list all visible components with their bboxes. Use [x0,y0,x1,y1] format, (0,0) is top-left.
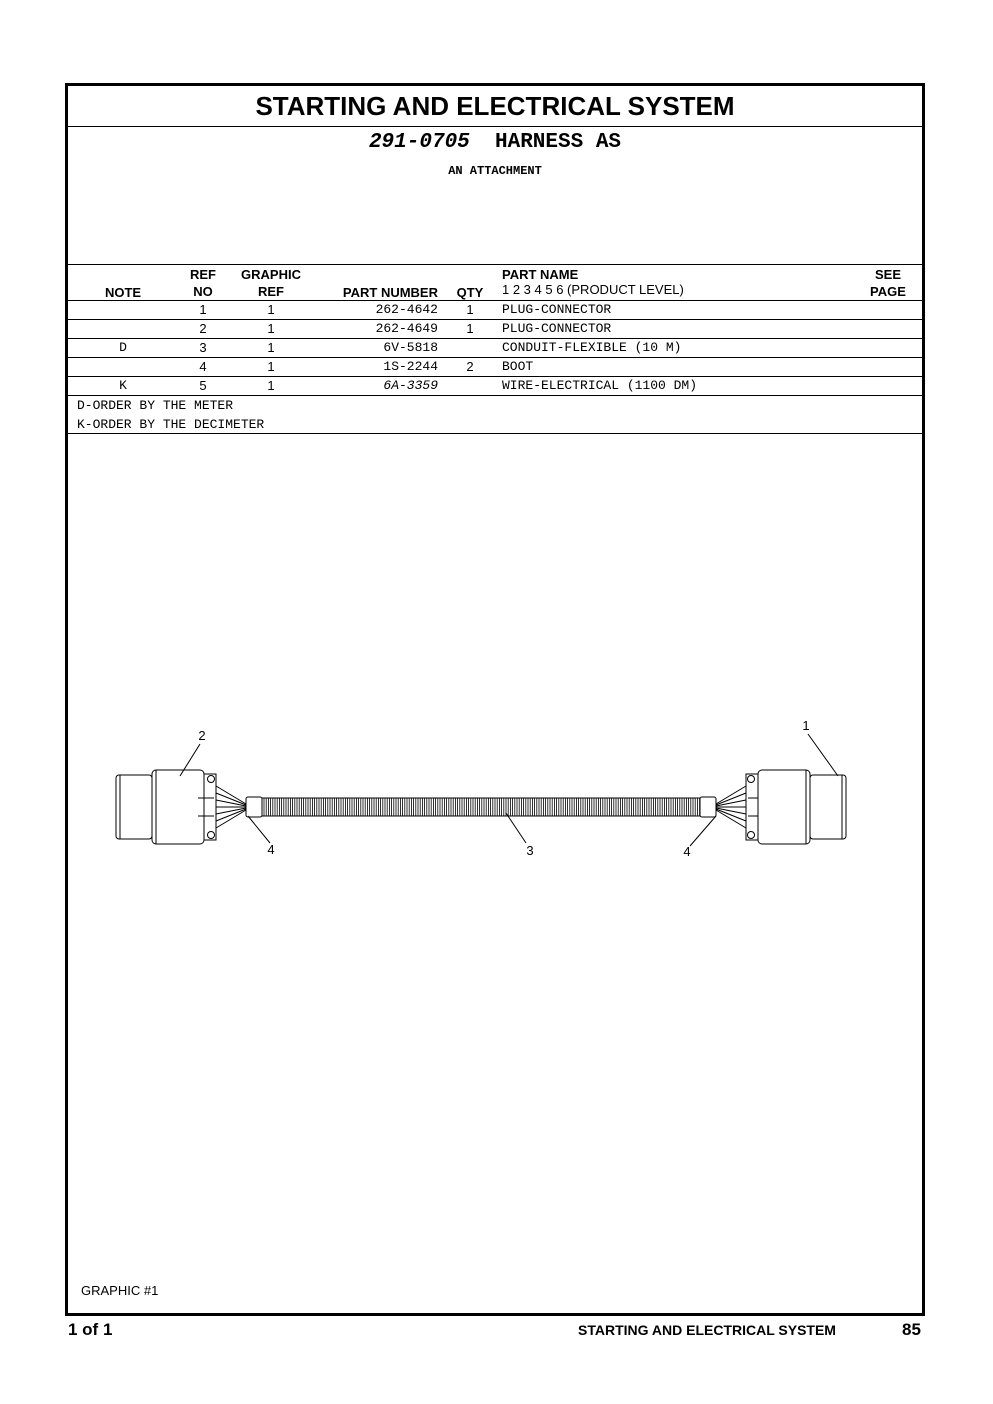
conduit-graphic [262,798,700,816]
cell-graphic-ref: 1 [267,359,275,374]
cell-part-name: BOOT [502,359,534,374]
harness-illustration [68,86,922,1313]
cell-part-name: PLUG-CONNECTOR [502,321,612,336]
right-connector-graphic [716,770,846,844]
page-title: STARTING AND ELECTRICAL SYSTEM [255,91,735,121]
cell-qty: 2 [466,359,474,374]
cell-ref-no: 2 [199,321,207,336]
cell-graphic-ref: 1 [267,378,275,393]
cell-part-number: 262-4642 [375,302,438,317]
cell-ref-no: 1 [199,302,207,317]
callout-label: 4 [683,844,691,859]
cell-part-number: 6V-5818 [383,340,438,355]
leader-line [808,734,838,776]
cell-graphic-ref: 1 [267,302,275,317]
header-graphic-ref-line2: REF [258,284,284,299]
cell-part-number: 1S-2244 [383,359,438,374]
footer-section: STARTING AND ELECTRICAL SYSTEM [578,1322,836,1338]
cell-note: K [119,378,127,393]
note-line: K-ORDER BY THE DECIMETER [77,417,265,432]
callout-label: 3 [526,843,534,858]
header-ref-no-line1: REF [190,267,216,282]
header-note: NOTE [104,285,142,300]
cell-qty: 1 [466,302,474,317]
left-connector-graphic [116,770,246,844]
graphic-label: GRAPHIC #1 [81,1283,159,1298]
cell-ref-no: 3 [199,340,207,355]
page-number: 85 [902,1320,921,1339]
cell-part-name: CONDUIT-FLEXIBLE (10 M) [502,340,682,355]
cell-qty: 1 [466,321,474,336]
callout-label: 4 [267,842,275,857]
header-graphic-ref-line1: GRAPHIC [241,267,301,282]
cell-part-name: WIRE-ELECTRICAL (1100 DM) [502,378,698,393]
assembly-part-number: 291-0705 [368,131,470,154]
assembly-subtitle: AN ATTACHMENT [448,164,542,178]
cell-part-name: PLUG-CONNECTOR [502,302,612,317]
callout-label: 2 [198,728,206,743]
cell-note: D [119,340,127,355]
header-see-page-line2: PAGE [870,284,906,299]
cell-graphic-ref: 1 [267,321,275,336]
header-qty: QTY [456,285,484,300]
cell-part-number: 262-4649 [375,321,438,336]
cell-graphic-ref: 1 [267,340,275,355]
header-ref-no-line2: NO [193,284,213,299]
header-see-page-line1: SEE [874,267,901,282]
note-line: D-ORDER BY THE METER [77,398,234,413]
header-part-number: PART NUMBER [342,285,438,300]
callout-label: 1 [802,718,810,733]
leader-line [690,816,716,846]
cell-part-number: 6A-3359 [383,378,438,393]
header-product-level: 1 2 3 4 5 6 (PRODUCT LEVEL) [502,282,684,297]
assembly-name: HARNESS AS [495,131,622,154]
cell-ref-no: 5 [199,378,207,393]
leader-line [248,816,270,843]
left-boot-graphic [246,797,262,817]
header-part-name: PART NAME [502,267,579,282]
right-boot-graphic [700,797,716,817]
cell-ref-no: 4 [199,359,207,374]
page-of: 1 of 1 [68,1320,113,1339]
leader-line [506,813,526,843]
page-frame [65,83,925,1316]
